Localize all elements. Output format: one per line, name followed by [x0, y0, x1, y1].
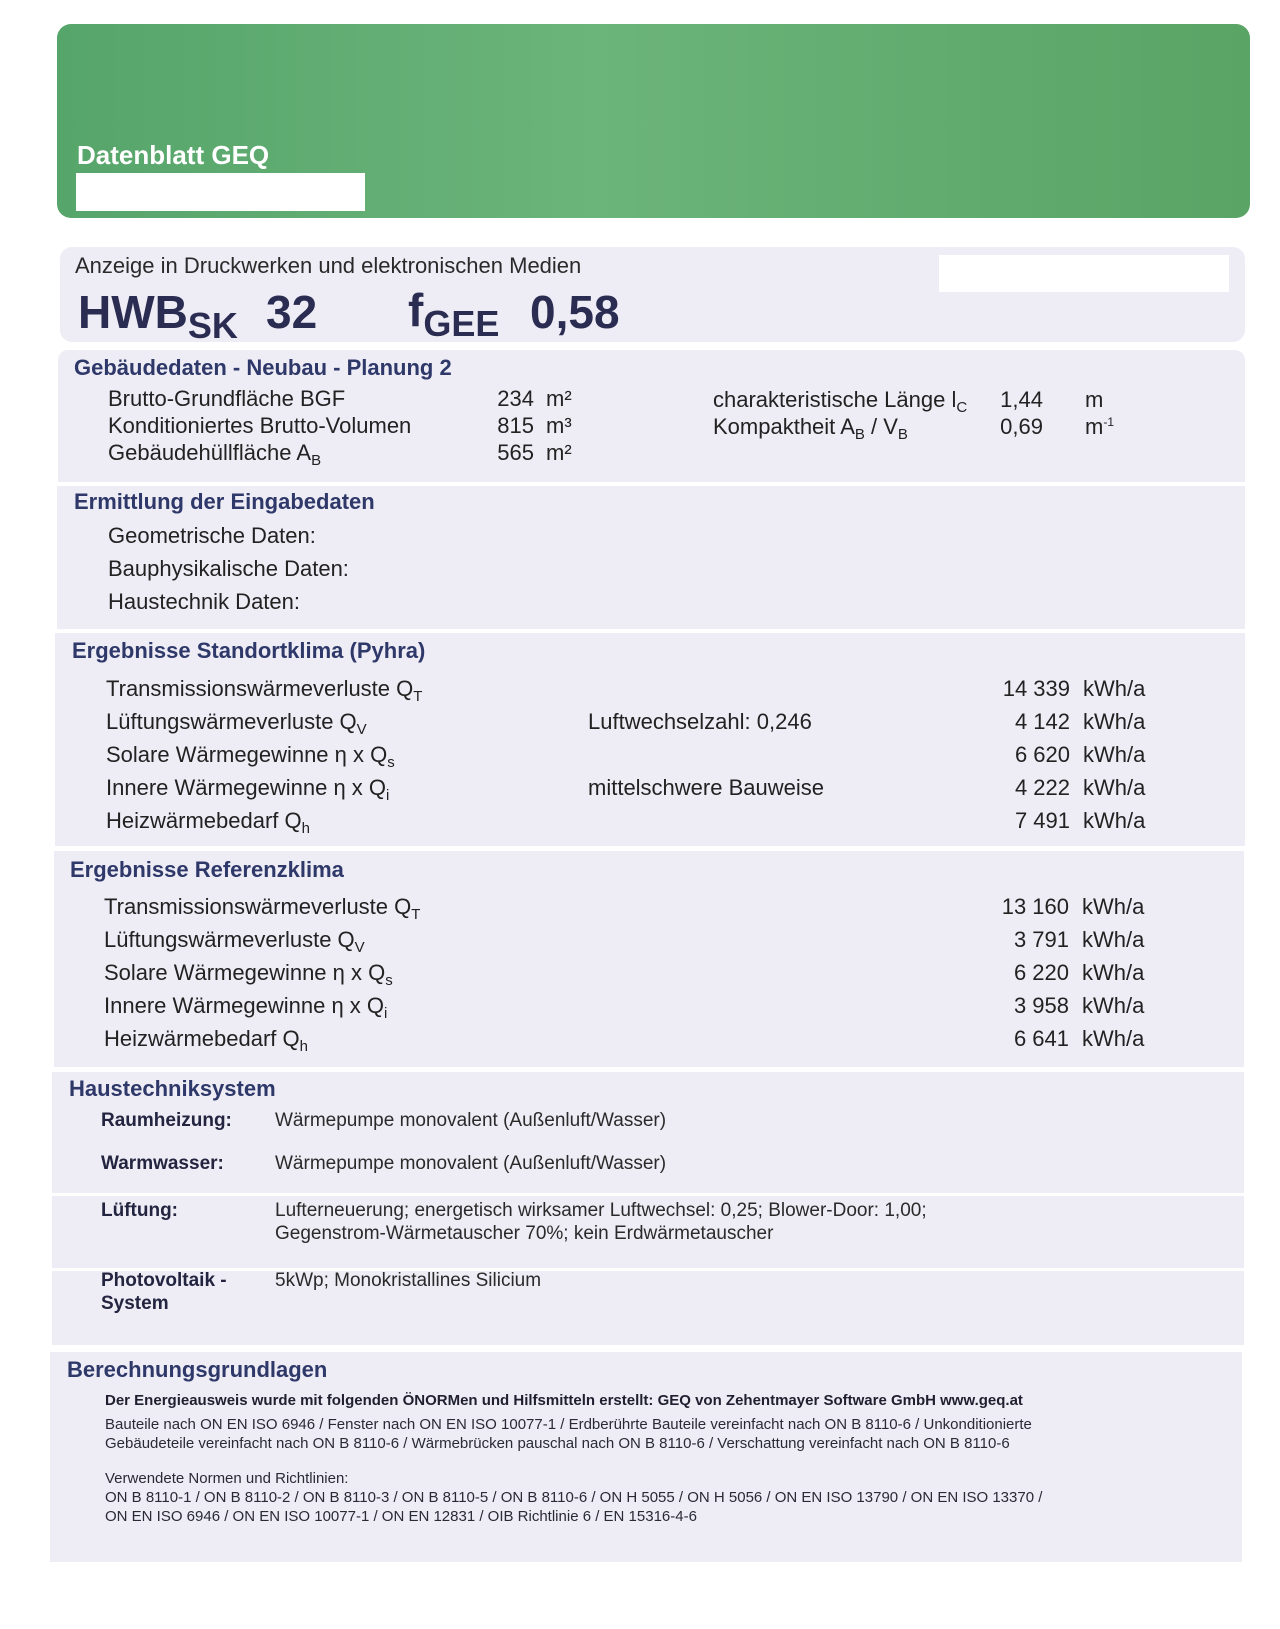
- photovoltaik-value: 5kWp; Monokristallines Silicium: [275, 1270, 542, 1291]
- result-label: Innere Wärmegewinne η x $Q_i$: [106, 775, 390, 804]
- raumheizung-value: Wärmepumpe monovalent (Außenluft/Wasser): [275, 1110, 667, 1131]
- project-name-field: [76, 173, 365, 211]
- result-note: Luftwechselzahl: 0,246: [588, 709, 812, 734]
- kompaktheit-value: 0,69: [1000, 414, 1043, 439]
- result-unit: kWh/a: [1082, 927, 1145, 952]
- result-label: Heizwärmebedarf $Q_h$: [104, 1026, 308, 1055]
- result-label: Heizwärmebedarf $Q_h$: [106, 808, 310, 837]
- haustechnik-panel: [52, 1072, 1244, 1345]
- warmwasser-value: Wärmepumpe monovalent (Außenluft/Wasser): [275, 1153, 667, 1174]
- huellflaeche-unit: m²: [546, 440, 572, 465]
- ermittlung-title: Ermittlung der Eingabedaten: [74, 489, 375, 514]
- standortklima-panel: [55, 633, 1245, 846]
- result-note: mittelschwere Bauweise: [588, 775, 824, 800]
- char-laenge-unit: m: [1085, 387, 1104, 412]
- berechnung-intro: Der Energieausweis wurde mit folgenden ÖNORMen und Hilfsmitteln erstellt: GEQ von Zehentmayer Software GmbH www.geq.at: [105, 1392, 1023, 1409]
- result-unit: kWh/a: [1082, 1026, 1145, 1051]
- result-value: 4 142: [1014, 709, 1070, 734]
- normen-line: ON EN ISO 6946 / ON EN ISO 10077-1 / ON EN 12831 / OIB Richtlinie 6 / EN 15316-4-6: [105, 1508, 697, 1525]
- result-label: Solare Wärmegewinne η x $Q_s$: [104, 960, 393, 989]
- bgf-value: 234: [497, 386, 534, 411]
- hwb-label: $HWB_{SK}$: [78, 286, 238, 346]
- referenzklima-title: Ergebnisse Referenzklima: [70, 857, 344, 882]
- hwb-value: 32: [266, 286, 318, 338]
- result-value: 4 222: [1014, 775, 1070, 800]
- result-unit: kWh/a: [1083, 775, 1146, 800]
- berechnungsgrundlagen-panel: [50, 1352, 1242, 1562]
- fgee-label: $f_{GEE}$: [408, 284, 500, 344]
- result-label: Transmissionswärmeverluste $Q_T$: [106, 676, 423, 705]
- volumen-unit: m³: [546, 413, 572, 438]
- volumen-value: 815: [497, 413, 534, 438]
- result-unit: kWh/a: [1082, 960, 1145, 985]
- result-unit: kWh/a: [1083, 742, 1146, 767]
- bgf-unit: m²: [546, 386, 572, 411]
- ermittlung-panel: [57, 486, 1245, 629]
- result-label: Innere Wärmegewinne η x $Q_i$: [104, 993, 388, 1022]
- haustechnik-title: Haustechniksystem: [69, 1076, 276, 1101]
- lueftung-label: Lüftung:: [101, 1200, 179, 1221]
- photovoltaik-label: Photovoltaik -: [101, 1270, 227, 1291]
- lueftung-value-line2: Gegenstrom-Wärmetauscher 70%; kein Erdwärmetauscher: [275, 1223, 774, 1244]
- result-value: 7 491: [1014, 808, 1070, 833]
- result-value: 3 791: [1013, 927, 1069, 952]
- result-value: 6 641: [1013, 1026, 1069, 1051]
- ermittlung-item: Geometrische Daten:: [108, 523, 316, 548]
- gebaeudedaten-panel: [58, 350, 1245, 482]
- kompaktheit-label: Kompaktheit $A_B / V_B$: [713, 414, 908, 443]
- normen-label: Verwendete Normen und Richtlinien:: [105, 1470, 349, 1487]
- ermittlung-item: Bauphysikalische Daten:: [108, 556, 349, 581]
- gebaeudedaten-title: Gebäudedaten - Neubau - Planung 2: [74, 355, 452, 380]
- anzeige-label: Anzeige in Druckwerken und elektronischen Medien: [75, 253, 582, 278]
- result-unit: kWh/a: [1083, 808, 1146, 833]
- lueftung-value: Lufterneuerung; energetisch wirksamer Luftwechsel: 0,25; Blower-Door: 1,00;: [275, 1200, 927, 1221]
- result-value: 13 160: [1001, 894, 1069, 919]
- volumen-label: Konditioniertes Brutto-Volumen: [108, 413, 412, 438]
- result-value: 14 339: [1002, 676, 1070, 701]
- result-unit: kWh/a: [1082, 993, 1145, 1018]
- result-unit: kWh/a: [1083, 709, 1146, 734]
- huellflaeche-label: Gebäudehüllfläche $A_B$: [108, 440, 322, 469]
- normen-line: ON B 8110-1 / ON B 8110-2 / ON B 8110-3 / ON B 8110-5 / ON B 8110-6 / ON H 5055 / ON H 5056 / ON EN ISO 13790 / ON EN ISO 13370 /: [105, 1489, 1043, 1506]
- result-label: Lüftungswärmeverluste $Q_V$: [104, 927, 365, 956]
- berechnung-line: Bauteile nach ON EN ISO 6946 / Fenster nach ON EN ISO 10077-1 / Erdberührte Bauteile vereinfacht nach ON B 8110-6 / Unkonditionierte: [105, 1416, 1032, 1433]
- fgee-value: 0,58: [530, 286, 620, 338]
- ermittlung-item: Haustechnik Daten:: [108, 589, 300, 614]
- result-label: Solare Wärmegewinne η x $Q_s$: [106, 742, 395, 771]
- anzeige-blank-field: [939, 255, 1229, 292]
- divider: [52, 1193, 1244, 1196]
- standortklima-title: Ergebnisse Standortklima (Pyhra): [72, 638, 426, 663]
- warmwasser-label: Warmwasser:: [101, 1153, 224, 1174]
- berechnungsgrundlagen-title: Berechnungsgrundlagen: [67, 1357, 328, 1382]
- referenzklima-panel: [54, 851, 1244, 1067]
- huellflaeche-value: 565: [497, 440, 534, 465]
- berechnung-line: Gebäudeteile vereinfacht nach ON B 8110-6 / Wärmebrücken pauschal nach ON B 8110-6 / Verschattung vereinfacht nach ON B 8110-6: [105, 1435, 1010, 1452]
- char-laenge-value: 1,44: [1000, 387, 1043, 412]
- anzeige-panel: [60, 247, 1245, 346]
- char-laenge-label: charakteristische Länge $l_C$: [713, 387, 968, 416]
- kompaktheit-unit: $m^{-1}$: [1085, 414, 1114, 439]
- result-label: Transmissionswärmeverluste $Q_T$: [104, 894, 421, 923]
- page-title: Datenblatt GEQ: [77, 140, 270, 170]
- raumheizung-label: Raumheizung:: [101, 1110, 232, 1131]
- photovoltaik-label-line2: System: [101, 1293, 169, 1314]
- result-unit: kWh/a: [1083, 676, 1146, 701]
- header-banner: [57, 24, 1250, 218]
- result-value: 3 958: [1013, 993, 1069, 1018]
- result-value: 6 220: [1013, 960, 1069, 985]
- result-value: 6 620: [1014, 742, 1070, 767]
- divider: [52, 1268, 1244, 1271]
- result-unit: kWh/a: [1082, 894, 1145, 919]
- result-label: Lüftungswärmeverluste $Q_V$: [106, 709, 367, 738]
- bgf-label: Brutto-Grundfläche BGF: [108, 386, 346, 411]
